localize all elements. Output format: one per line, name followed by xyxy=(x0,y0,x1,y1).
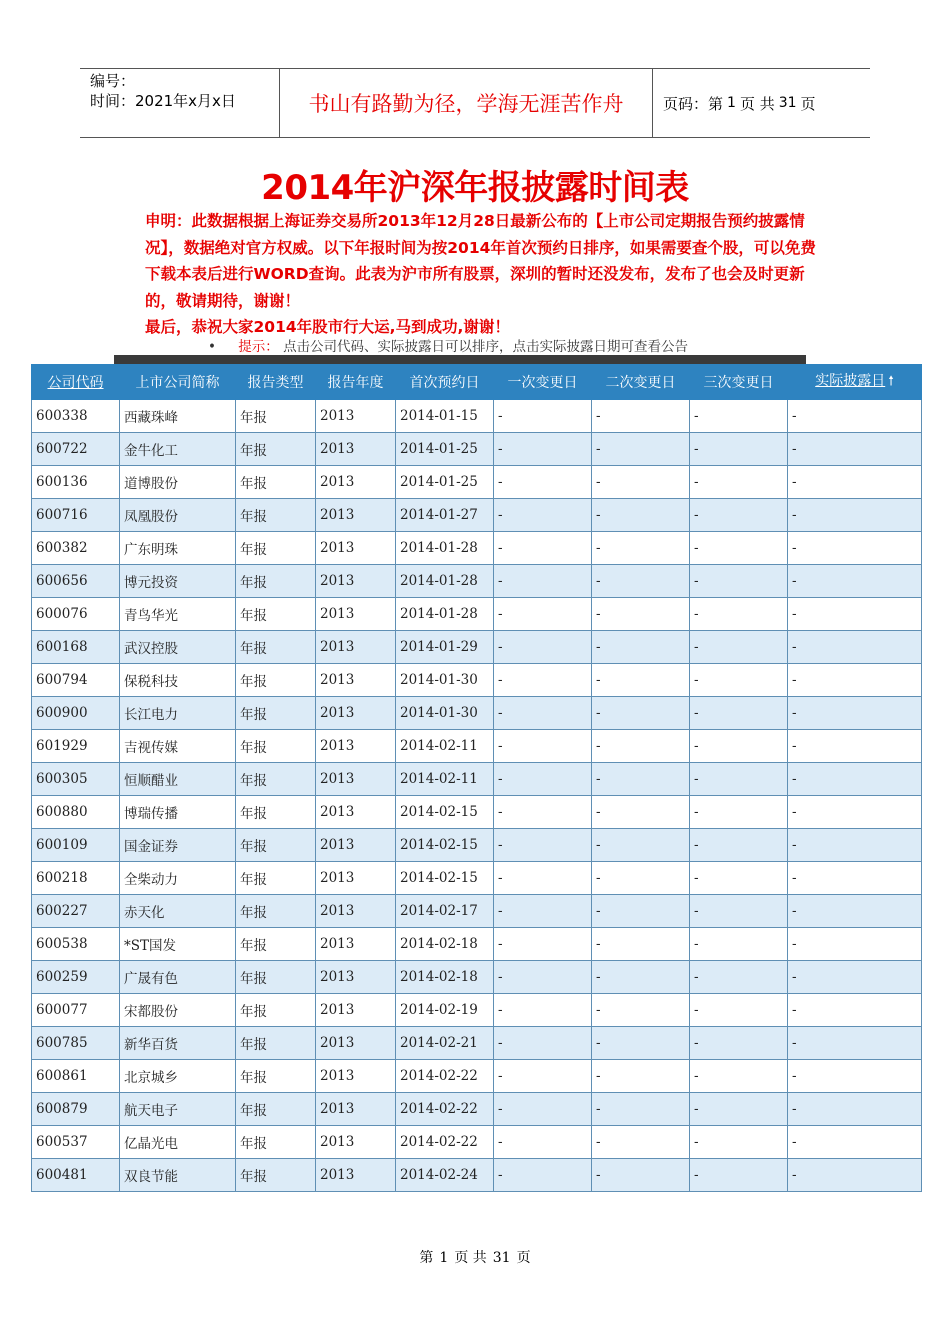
page-header xyxy=(80,68,870,138)
cell-first-date: 2014-01-28 xyxy=(396,598,494,631)
page-footer xyxy=(0,1247,950,1267)
cell-change-1: - xyxy=(494,631,592,664)
cell-company-code[interactable]: 600338 xyxy=(32,400,120,433)
cell-report-year: 2013 xyxy=(316,499,396,532)
cell-report-year: 2013 xyxy=(316,928,396,961)
cell-actual-date[interactable]: - xyxy=(788,532,922,565)
cell-actual-date[interactable]: - xyxy=(788,400,922,433)
cell-report-type: 年报 xyxy=(236,631,316,664)
cell-first-date: 2014-02-15 xyxy=(396,862,494,895)
table-row xyxy=(32,400,922,433)
table-row xyxy=(32,928,922,961)
cell-change-1: - xyxy=(494,433,592,466)
cell-report-year: 2013 xyxy=(316,1126,396,1159)
cell-company-code[interactable]: 601929 xyxy=(32,730,120,763)
cell-company-code[interactable]: 600794 xyxy=(32,664,120,697)
cell-report-type: 年报 xyxy=(236,565,316,598)
cell-change-1: - xyxy=(494,499,592,532)
cell-first-date: 2014-02-21 xyxy=(396,1027,494,1060)
cell-report-type: 年报 xyxy=(236,697,316,730)
tip-line xyxy=(208,335,688,355)
cell-report-year: 2013 xyxy=(316,1093,396,1126)
header-time: 时间：2021年x月x日 xyxy=(90,92,236,110)
cell-report-type: 年报 xyxy=(236,433,316,466)
table-row xyxy=(32,1027,922,1060)
cell-change-3: - xyxy=(690,631,788,664)
cell-company-name: 武汉控股 xyxy=(120,631,236,664)
cell-report-type: 年报 xyxy=(236,1027,316,1060)
cell-change-2: - xyxy=(592,829,690,862)
cell-change-2: - xyxy=(592,1060,690,1093)
cell-actual-date[interactable]: - xyxy=(788,433,922,466)
cell-change-3: - xyxy=(690,961,788,994)
cell-report-type: 年报 xyxy=(236,928,316,961)
cell-report-year: 2013 xyxy=(316,466,396,499)
cell-change-1: - xyxy=(494,565,592,598)
bullet-icon: • xyxy=(208,339,216,355)
cell-company-code[interactable]: 600785 xyxy=(32,1027,120,1060)
cell-change-1: - xyxy=(494,1093,592,1126)
cell-actual-date[interactable]: - xyxy=(788,796,922,829)
cell-report-year: 2013 xyxy=(316,730,396,763)
cell-actual-date[interactable]: - xyxy=(788,730,922,763)
cell-change-1: - xyxy=(494,697,592,730)
cell-report-type: 年报 xyxy=(236,466,316,499)
cell-actual-date[interactable]: - xyxy=(788,928,922,961)
cell-change-1: - xyxy=(494,961,592,994)
cell-change-3: - xyxy=(690,466,788,499)
cell-report-type: 年报 xyxy=(236,532,316,565)
header-number: 编号： xyxy=(90,72,136,90)
cell-report-type: 年报 xyxy=(236,730,316,763)
cell-change-1: - xyxy=(494,598,592,631)
cell-company-code[interactable]: 600879 xyxy=(32,1093,120,1126)
table-row xyxy=(32,763,922,796)
cell-change-1: - xyxy=(494,994,592,1027)
cell-first-date: 2014-02-17 xyxy=(396,895,494,928)
cell-first-date: 2014-02-24 xyxy=(396,1159,494,1192)
cell-actual-date[interactable]: - xyxy=(788,1159,922,1192)
cell-company-code[interactable]: 600382 xyxy=(32,532,120,565)
cell-actual-date[interactable]: - xyxy=(788,961,922,994)
cell-company-code[interactable]: 600537 xyxy=(32,1126,120,1159)
notice-paragraph-2: 最后，恭祝大家2014年股市行大运,马到成功,谢谢！ xyxy=(145,318,510,336)
cell-company-name: 博瑞传播 xyxy=(120,796,236,829)
cell-change-3: - xyxy=(690,862,788,895)
cell-actual-date[interactable]: - xyxy=(788,895,922,928)
cell-company-name: 恒顺醋业 xyxy=(120,763,236,796)
cell-report-type: 年报 xyxy=(236,961,316,994)
sort-arrow-icon[interactable]: 🠕 xyxy=(888,374,894,389)
table-row xyxy=(32,1159,922,1192)
footer-page-total: 31 xyxy=(492,1250,511,1266)
cell-first-date: 2014-01-15 xyxy=(396,400,494,433)
table-row xyxy=(32,994,922,1027)
table-row xyxy=(32,532,922,565)
cell-change-1: - xyxy=(494,895,592,928)
cell-change-3: - xyxy=(690,499,788,532)
table-row xyxy=(32,664,922,697)
table-row xyxy=(32,895,922,928)
cell-change-3: - xyxy=(690,1060,788,1093)
cell-change-1: - xyxy=(494,532,592,565)
cell-report-year: 2013 xyxy=(316,598,396,631)
cell-company-name: 博元投资 xyxy=(120,565,236,598)
cell-report-type: 年报 xyxy=(236,763,316,796)
cell-company-name: *ST国发 xyxy=(120,928,236,961)
table-row xyxy=(32,829,922,862)
cell-change-3: - xyxy=(690,763,788,796)
cell-change-2: - xyxy=(592,796,690,829)
cell-change-2: - xyxy=(592,598,690,631)
cell-first-date: 2014-01-25 xyxy=(396,466,494,499)
cell-actual-date[interactable]: - xyxy=(788,829,922,862)
cell-report-type: 年报 xyxy=(236,994,316,1027)
table-row xyxy=(32,1060,922,1093)
cell-company-name: 宋都股份 xyxy=(120,994,236,1027)
cell-report-type: 年报 xyxy=(236,664,316,697)
cell-report-year: 2013 xyxy=(316,433,396,466)
table-header-row xyxy=(32,365,922,400)
cell-company-code[interactable]: 600722 xyxy=(32,433,120,466)
cell-report-type: 年报 xyxy=(236,598,316,631)
cell-change-2: - xyxy=(592,1027,690,1060)
cell-change-3: - xyxy=(690,730,788,763)
cell-company-code[interactable]: 600218 xyxy=(32,862,120,895)
cell-company-code[interactable]: 600481 xyxy=(32,1159,120,1192)
cell-change-1: - xyxy=(494,400,592,433)
header-meta xyxy=(80,69,280,137)
cell-actual-date[interactable]: - xyxy=(788,1126,922,1159)
cell-report-year: 2013 xyxy=(316,763,396,796)
header-page-total: 31 xyxy=(778,95,797,111)
cell-report-year: 2013 xyxy=(316,565,396,598)
header-company-name: 上市公司简称 xyxy=(120,365,236,400)
cell-change-2: - xyxy=(592,433,690,466)
cell-change-1: - xyxy=(494,730,592,763)
cell-first-date: 2014-02-22 xyxy=(396,1093,494,1126)
cell-company-code[interactable]: 600077 xyxy=(32,994,120,1027)
cell-change-3: - xyxy=(690,1093,788,1126)
cell-report-year: 2013 xyxy=(316,829,396,862)
cell-actual-date[interactable]: - xyxy=(788,1027,922,1060)
table-row xyxy=(32,565,922,598)
cell-change-3: - xyxy=(690,1159,788,1192)
cell-change-2: - xyxy=(592,565,690,598)
cell-change-3: - xyxy=(690,433,788,466)
footer-prefix: 第 xyxy=(419,1250,434,1266)
cell-report-year: 2013 xyxy=(316,1027,396,1060)
cell-first-date: 2014-01-25 xyxy=(396,433,494,466)
cell-first-date: 2014-01-27 xyxy=(396,499,494,532)
cell-change-2: - xyxy=(592,862,690,895)
table-row xyxy=(32,631,922,664)
tip-text: 点击公司代码、实际披露日可以排序，点击实际披露日期可查看公告 xyxy=(283,339,689,355)
cell-company-name: 新华百货 xyxy=(120,1027,236,1060)
cell-first-date: 2014-01-28 xyxy=(396,565,494,598)
cell-first-date: 2014-02-22 xyxy=(396,1060,494,1093)
header-actual-date[interactable]: 实际披露日 🠕 xyxy=(788,365,922,400)
cell-first-date: 2014-02-18 xyxy=(396,928,494,961)
cell-change-3: - xyxy=(690,565,788,598)
cell-first-date: 2014-01-28 xyxy=(396,532,494,565)
cell-report-year: 2013 xyxy=(316,895,396,928)
cell-first-date: 2014-02-11 xyxy=(396,730,494,763)
cell-first-date: 2014-02-19 xyxy=(396,994,494,1027)
cell-company-code[interactable]: 600259 xyxy=(32,961,120,994)
cell-company-code[interactable]: 600136 xyxy=(32,466,120,499)
cell-first-date: 2014-02-18 xyxy=(396,961,494,994)
table-row xyxy=(32,730,922,763)
table-row xyxy=(32,862,922,895)
cell-company-name: 西藏珠峰 xyxy=(120,400,236,433)
cell-report-year: 2013 xyxy=(316,631,396,664)
cell-change-1: - xyxy=(494,1159,592,1192)
cell-change-1: - xyxy=(494,763,592,796)
cell-change-2: - xyxy=(592,499,690,532)
table-row xyxy=(32,697,922,730)
cell-report-year: 2013 xyxy=(316,1159,396,1192)
cell-change-3: - xyxy=(690,664,788,697)
cell-change-3: - xyxy=(690,1027,788,1060)
cell-company-name: 广晟有色 xyxy=(120,961,236,994)
footer-suffix: 页 xyxy=(516,1250,531,1266)
cell-company-name: 广东明珠 xyxy=(120,532,236,565)
header-page-number: 1 xyxy=(727,95,736,111)
cell-actual-date[interactable]: - xyxy=(788,994,922,1027)
cell-actual-date[interactable]: - xyxy=(788,631,922,664)
header-page-prefix: 页码：第 xyxy=(663,94,724,113)
header-page-suffix: 页 xyxy=(800,94,816,113)
header-first-date: 首次预约日 xyxy=(396,365,494,400)
cell-company-name: 亿晶光电 xyxy=(120,1126,236,1159)
cell-first-date: 2014-01-30 xyxy=(396,664,494,697)
cell-actual-date[interactable]: - xyxy=(788,697,922,730)
cell-change-3: - xyxy=(690,1126,788,1159)
tip-label: 提示： xyxy=(238,339,279,355)
cell-company-name: 国金证券 xyxy=(120,829,236,862)
cell-company-code[interactable]: 600168 xyxy=(32,631,120,664)
cell-change-2: - xyxy=(592,664,690,697)
cell-change-2: - xyxy=(592,1093,690,1126)
cell-company-name: 金牛化工 xyxy=(120,433,236,466)
cell-change-2: - xyxy=(592,1159,690,1192)
cell-change-1: - xyxy=(494,1126,592,1159)
cell-change-1: - xyxy=(494,862,592,895)
header-change-1: 一次变更日 xyxy=(494,365,592,400)
cell-company-code[interactable]: 600656 xyxy=(32,565,120,598)
cell-change-1: - xyxy=(494,1027,592,1060)
cell-actual-date[interactable]: - xyxy=(788,1093,922,1126)
header-page-info xyxy=(653,69,870,137)
cell-report-year: 2013 xyxy=(316,961,396,994)
header-report-type: 报告类型 xyxy=(236,365,316,400)
cell-first-date: 2014-02-22 xyxy=(396,1126,494,1159)
cell-first-date: 2014-01-30 xyxy=(396,697,494,730)
cell-change-1: - xyxy=(494,466,592,499)
cell-company-name: 赤天化 xyxy=(120,895,236,928)
cell-company-code[interactable]: 600076 xyxy=(32,598,120,631)
cell-change-2: - xyxy=(592,994,690,1027)
page-title: 2014年沪深年报披露时间表 xyxy=(261,168,689,208)
footer-page-number: 1 xyxy=(439,1250,449,1266)
cell-change-1: - xyxy=(494,796,592,829)
cell-company-code[interactable]: 600109 xyxy=(32,829,120,862)
cell-change-3: - xyxy=(690,598,788,631)
cell-change-3: - xyxy=(690,895,788,928)
cell-actual-date[interactable]: - xyxy=(788,598,922,631)
cell-report-type: 年报 xyxy=(236,1159,316,1192)
cell-company-name: 航天电子 xyxy=(120,1093,236,1126)
cell-change-2: - xyxy=(592,1126,690,1159)
cell-company-name: 凤凰股份 xyxy=(120,499,236,532)
header-page-mid: 页 共 xyxy=(739,94,775,113)
cell-change-3: - xyxy=(690,796,788,829)
cell-report-type: 年报 xyxy=(236,895,316,928)
cell-change-3: - xyxy=(690,829,788,862)
cell-actual-date[interactable]: - xyxy=(788,1060,922,1093)
cell-report-type: 年报 xyxy=(236,829,316,862)
cell-report-year: 2013 xyxy=(316,400,396,433)
table-row xyxy=(32,961,922,994)
cell-report-type: 年报 xyxy=(236,400,316,433)
cell-report-year: 2013 xyxy=(316,994,396,1027)
footer-mid: 页 共 xyxy=(454,1250,487,1266)
disclosure-table xyxy=(31,364,922,1192)
cell-change-2: - xyxy=(592,730,690,763)
cell-company-name: 吉视传媒 xyxy=(120,730,236,763)
cell-report-year: 2013 xyxy=(316,796,396,829)
cell-actual-date[interactable]: - xyxy=(788,664,922,697)
table-row xyxy=(32,466,922,499)
divider-bar xyxy=(114,355,806,364)
table-row xyxy=(32,1093,922,1126)
cell-change-2: - xyxy=(592,532,690,565)
cell-report-year: 2013 xyxy=(316,697,396,730)
cell-change-2: - xyxy=(592,400,690,433)
header-change-3: 三次变更日 xyxy=(690,365,788,400)
cell-first-date: 2014-01-29 xyxy=(396,631,494,664)
cell-company-name: 保税科技 xyxy=(120,664,236,697)
table-row xyxy=(32,598,922,631)
cell-change-2: - xyxy=(592,928,690,961)
cell-report-type: 年报 xyxy=(236,1093,316,1126)
cell-report-type: 年报 xyxy=(236,1060,316,1093)
cell-change-2: - xyxy=(592,961,690,994)
cell-report-year: 2013 xyxy=(316,862,396,895)
cell-company-name: 全柴动力 xyxy=(120,862,236,895)
cell-company-code[interactable]: 600716 xyxy=(32,499,120,532)
cell-change-3: - xyxy=(690,994,788,1027)
header-motto: 书山有路勤为径，学海无涯苦作舟 xyxy=(280,69,653,137)
cell-report-type: 年报 xyxy=(236,499,316,532)
cell-change-3: - xyxy=(690,697,788,730)
cell-actual-date[interactable]: - xyxy=(788,466,922,499)
table-row xyxy=(32,796,922,829)
cell-change-1: - xyxy=(494,664,592,697)
cell-report-type: 年报 xyxy=(236,862,316,895)
cell-change-3: - xyxy=(690,532,788,565)
cell-actual-date[interactable]: - xyxy=(788,565,922,598)
cell-company-name: 北京城乡 xyxy=(120,1060,236,1093)
cell-first-date: 2014-02-15 xyxy=(396,829,494,862)
cell-actual-date[interactable]: - xyxy=(788,499,922,532)
table-row xyxy=(32,499,922,532)
cell-change-1: - xyxy=(494,928,592,961)
cell-change-2: - xyxy=(592,697,690,730)
table-row xyxy=(32,433,922,466)
cell-company-code[interactable]: 600305 xyxy=(32,763,120,796)
cell-change-2: - xyxy=(592,763,690,796)
cell-change-3: - xyxy=(690,928,788,961)
header-report-year: 报告年度 xyxy=(316,365,396,400)
cell-company-code[interactable]: 600538 xyxy=(32,928,120,961)
cell-change-1: - xyxy=(494,829,592,862)
header-company-code[interactable]: 公司代码 xyxy=(32,365,120,400)
cell-company-name: 长江电力 xyxy=(120,697,236,730)
disclaimer-notice xyxy=(145,208,820,341)
cell-company-name: 青鸟华光 xyxy=(120,598,236,631)
cell-actual-date[interactable]: - xyxy=(788,862,922,895)
cell-first-date: 2014-02-15 xyxy=(396,796,494,829)
header-change-2: 二次变更日 xyxy=(592,365,690,400)
cell-company-name: 道博股份 xyxy=(120,466,236,499)
cell-actual-date[interactable]: - xyxy=(788,763,922,796)
cell-report-type: 年报 xyxy=(236,1126,316,1159)
cell-report-year: 2013 xyxy=(316,532,396,565)
table-row xyxy=(32,1126,922,1159)
cell-report-type: 年报 xyxy=(236,796,316,829)
cell-report-year: 2013 xyxy=(316,1060,396,1093)
cell-company-code[interactable]: 600880 xyxy=(32,796,120,829)
cell-change-3: - xyxy=(690,400,788,433)
cell-company-name: 双良节能 xyxy=(120,1159,236,1192)
cell-change-1: - xyxy=(494,1060,592,1093)
cell-change-2: - xyxy=(592,631,690,664)
cell-report-year: 2013 xyxy=(316,664,396,697)
cell-company-code[interactable]: 600227 xyxy=(32,895,120,928)
cell-company-code[interactable]: 600900 xyxy=(32,697,120,730)
notice-paragraph-1: 申明：此数据根据上海证券交易所2013年12月28日最新公布的【上市公司定期报告预约披露情况】，数据绝对官方权威。以下年报时间为按2014年首次预约日排序，如果需要查个股，可以免费下载本表后进行WORD查询。此表为沪市所有股票，深圳的暂时还没发布，发布了也会及时更新的，敬请期待，谢谢！ xyxy=(145,212,816,310)
cell-first-date: 2014-02-11 xyxy=(396,763,494,796)
cell-change-2: - xyxy=(592,895,690,928)
cell-company-code[interactable]: 600861 xyxy=(32,1060,120,1093)
cell-change-2: - xyxy=(592,466,690,499)
